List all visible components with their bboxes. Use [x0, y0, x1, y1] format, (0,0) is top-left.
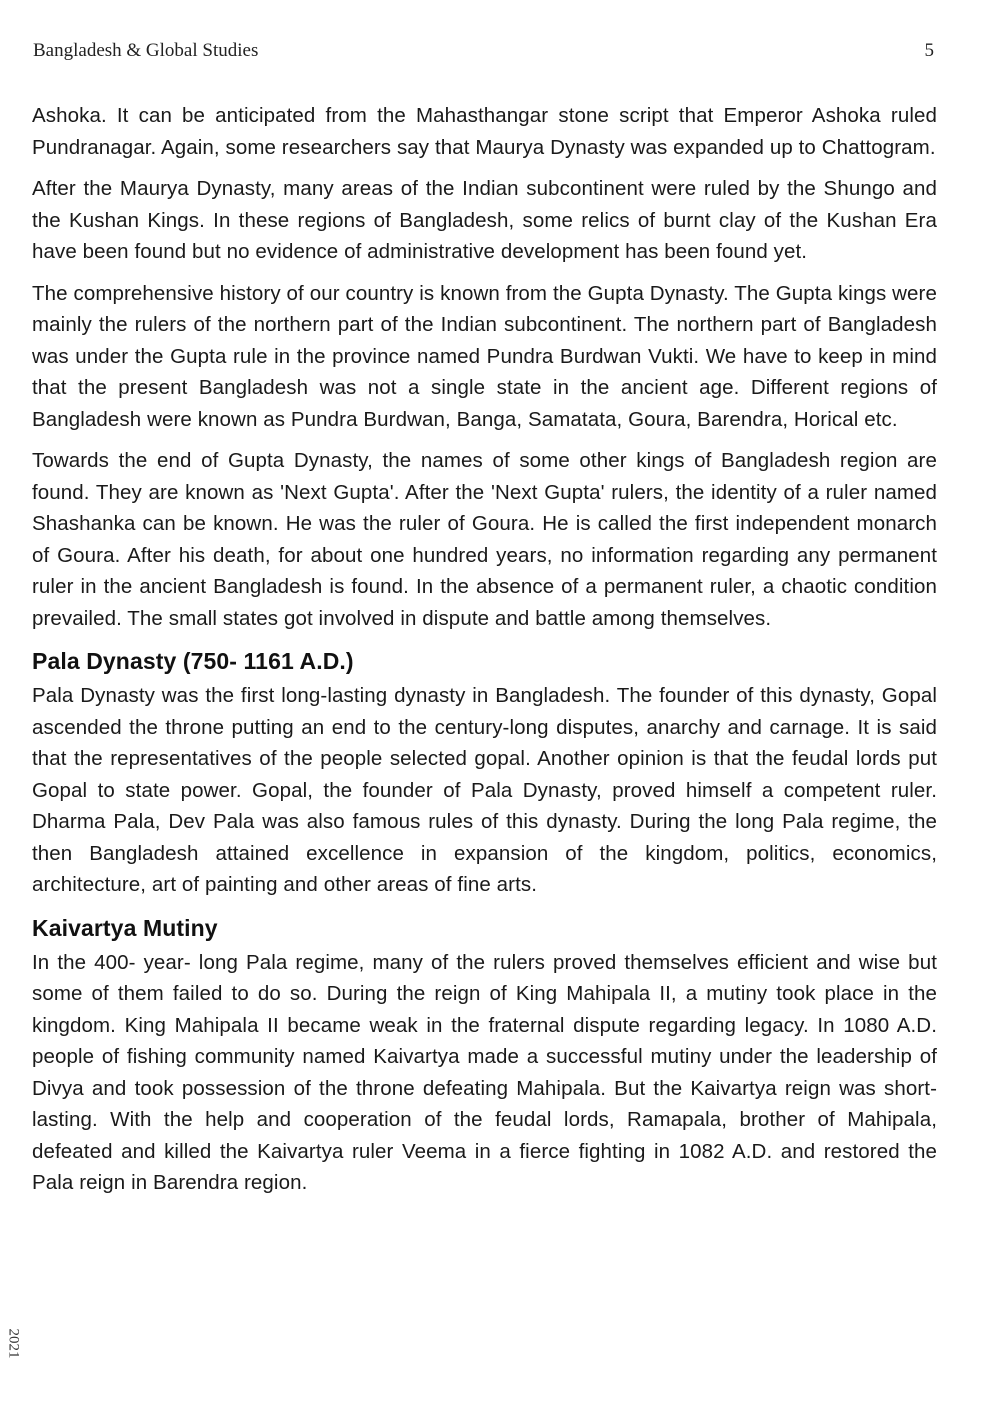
- section-heading-pala-dynasty: Pala Dynasty (750- 1161 A.D.): [32, 648, 354, 674]
- page-number: 5: [924, 40, 934, 61]
- paragraph: The comprehensive history of our country is known from the Gupta Dynasty. The Gupta kings were mainly the rulers of the northern part of the Indian subcontinent. The northern part of Bangladesh was under the Gupta rule in the province named Pundra Burdwan Vukti. We have to keep in mind that the present Bangladesh was not a single state in the ancient age. Different regions of Bangladesh were known as Pundra Burdwan, Banga, Samatata, Goura, Barendra, Horical etc.: [32, 281, 937, 431]
- paragraph: Pala Dynasty was the first long-lasting dynasty in Bangladesh. The founder of this dynasty, Gopal ascended the throne putting an end to the century-long disputes, anarchy and carnage. It is said that the representatives of the people selected gopal. Another opinion is that the feudal lords put Gopal to state power. Gopal, the founder of Pala Dynasty, proved himself a competent ruler. Dharma Pala, Dev Pala was also famous rules of this dynasty. During the long Pala regime, the then Bangladesh attained excellence in expansion of the kingdom, politics, economics, architecture, art of painting and other areas of fine arts.: [32, 684, 937, 896]
- paragraph: After the Maurya Dynasty, many areas of the Indian subcontinent were ruled by the Shungo and the Kushan Kings. In these regions of Bangladesh, some relics of burnt clay of the Kushan Era have been found but no evidence of administrative development has been found yet.: [32, 177, 937, 263]
- page-body: [32, 100, 937, 1209]
- paragraph: Ashoka. It can be anticipated from the Mahasthangar stone script that Emperor Ashoka ruled Pundranagar. Again, some researchers say that Maurya Dynasty was expanded up to Chattogram.: [32, 104, 937, 159]
- running-header: [33, 40, 934, 62]
- paragraph: In the 400- year- long Pala regime, many of the rulers proved themselves efficient and wise but some of them failed to do so. During the reign of King Mahipala II, a mutiny took place in the kingdom. King Mahipala II became weak in the fraternal dispute regarding legacy. In 1080 A.D. people of fishing community named Kaivartya made a successful mutiny under the leadership of Divya and took possession of the throne defeating Mahipala. But the Kaivartya reign was short-lasting. With the help and cooperation of the feudal lords, Ramapala, brother of Mahipala, defeated and killed the Kaivartya ruler Veema in a fierce fighting in 1082 A.D. and restored the Pala reign in Barendra region.: [32, 950, 937, 1194]
- paragraph: Towards the end of Gupta Dynasty, the names of some other kings of Bangladesh region are found. They are known as 'Next Gupta'. After the 'Next Gupta' rulers, the identity of a ruler named Shashanka can be known. He was the ruler of Goura. He is called the first independent monarch of Goura. After his death, for about one hundred years, no information regarding any permanent ruler in the ancient Bangladesh is found. In the absence of a permanent ruler, a chaotic condition prevailed. The small states got involved in dispute and battle among themselves.: [32, 449, 937, 630]
- section-heading-kaivartya-mutiny: Kaivartya Mutiny: [32, 914, 218, 941]
- margin-year-note: 2021: [5, 1328, 22, 1359]
- book-title: Bangladesh & Global Studies: [33, 40, 259, 61]
